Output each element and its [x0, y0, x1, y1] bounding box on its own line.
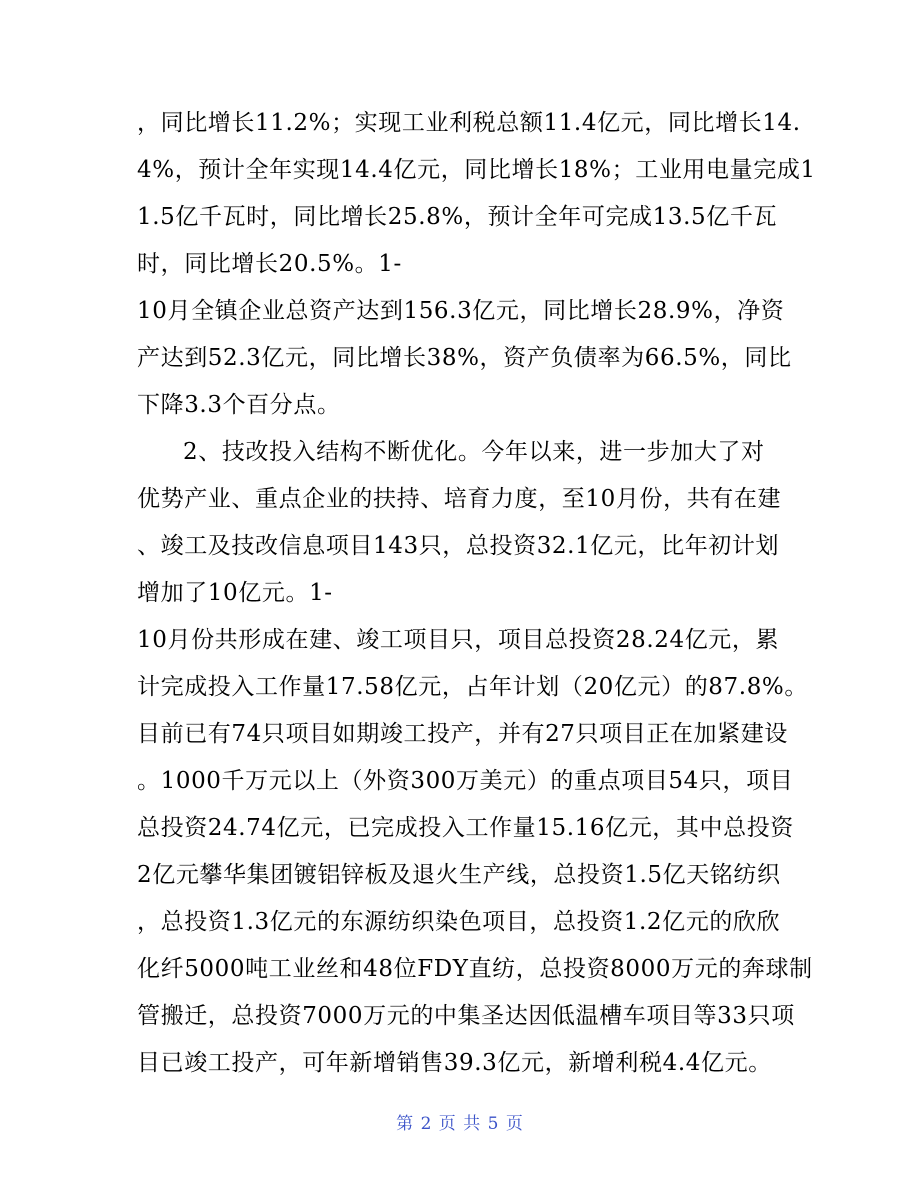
page-number-footer: 第 2 页 共 5 页 — [396, 1114, 524, 1134]
text-line: 10月全镇企业总资产达到156.3亿元，同比增长28.9%，净资 — [137, 298, 785, 324]
text-line: 。1000千万元以上（外资300万美元）的重点项目54只，项目 — [137, 768, 794, 794]
text-line: 时，同比增长20.5%。1- — [137, 251, 402, 277]
text-line: 优势产业、重点企业的扶持、培育力度，至10月份，共有在建 — [137, 486, 782, 512]
text-line: 10月份共形成在建、竣工项目只，项目总投资28.24亿元，累 — [137, 627, 780, 653]
text-line: 、竣工及技改信息项目143只，总投资32.1亿元，比年初计划 — [137, 533, 780, 559]
text-line: 化纤5000吨工业丝和48位FDY直纺，总投资8000万元的奔球制 — [137, 956, 813, 982]
text-line: 总投资24.74亿元，已完成投入工作量15.16亿元，其中总投资 — [137, 815, 794, 841]
text-line: 计完成投入工作量17.58亿元，占年计划（20亿元）的87.8%。 — [137, 674, 808, 700]
text-line: 增加了10亿元。1- — [137, 580, 333, 606]
text-line: 产达到52.3亿元，同比增长38%，资产负债率为66.5%，同比 — [137, 345, 792, 371]
text-line: 目已竣工投产，可年新增销售39.3亿元，新增利税4.4亿元。 — [137, 1050, 772, 1076]
text-line: 管搬迁，总投资7000万元的中集圣达因低温槽车项目等33只项 — [137, 1003, 795, 1029]
text-line: 目前已有74只项目如期竣工投产，并有27只项目正在加紧建设 — [137, 721, 788, 747]
text-line: ，同比增长11.2%；实现工业利税总额11.4亿元，同比增长14. — [137, 110, 801, 136]
text-line: 4%，预计全年实现14.4亿元，同比增长18%；工业用电量完成1 — [137, 157, 816, 183]
text-line: 2亿元攀华集团镀铝锌板及退火生产线，总投资1.5亿天铭纺织 — [137, 862, 781, 888]
paragraph-start-line: 2、技改投入结构不断优化。今年以来，进一步加大了对 — [183, 439, 765, 465]
text-line: 1.5亿千瓦时，同比增长25.8%，预计全年可完成13.5亿千瓦 — [137, 204, 778, 230]
text-line: 下降3.3个百分点。 — [137, 392, 341, 418]
text-line: ，总投资1.3亿元的东源纺织染色项目，总投资1.2亿元的欣欣 — [137, 909, 781, 935]
